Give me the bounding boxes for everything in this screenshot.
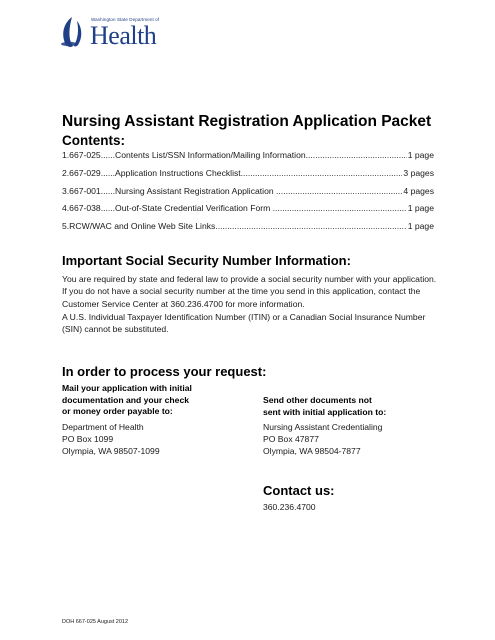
address-line: Department of Health — [62, 422, 144, 432]
item-code: 667-038 — [69, 203, 101, 214]
leader-dots — [306, 150, 407, 160]
label-line: Mail your application with initial — [62, 383, 192, 393]
ssn-heading: Important Social Security Number Information: — [62, 253, 351, 268]
item-number: 2. — [62, 167, 70, 178]
label-line: or money order payable to: — [62, 406, 173, 417]
other-docs-address — [263, 422, 382, 457]
item-number: 3. — [62, 185, 70, 196]
contents-heading: Contents: — [62, 133, 125, 148]
item-text: Out-of-State Credential Verification Form — [115, 203, 273, 214]
item-code: 667-001 — [69, 185, 101, 196]
address-line: Olympia, WA 98504-7877 — [263, 445, 361, 456]
item-number: 4. — [62, 203, 70, 214]
label-line: sent with initial application to: — [263, 406, 387, 417]
health-logo-mark-icon — [58, 15, 88, 49]
address-line: Nursing Assistant Credentialing — [263, 422, 383, 432]
address-line: PO Box 47877 — [263, 433, 319, 444]
item-text: Contents List/SSN Information/Mailing Information — [115, 150, 306, 160]
item-text: Nursing Assistant Registration Application — [115, 185, 277, 196]
contact-heading: Contact us: — [263, 483, 335, 498]
item-number: 5. — [62, 221, 70, 232]
item-code: 667-025 — [69, 150, 101, 160]
item-pages: 1 page — [407, 221, 434, 232]
item-code: 667-029 — [69, 167, 101, 178]
contact-phone: 360.236.4700 — [263, 502, 316, 512]
address-line: PO Box 1099 — [62, 433, 114, 444]
list-item — [62, 203, 434, 221]
address-line: Olympia, WA 98507-1099 — [62, 445, 160, 456]
ssn-paragraph-1: You are required by state and federal law to provide a social security number with your application. If you do not have a social security number at the time you send in this application, contact the Customer Service Center at 360.236.4700 for more information. — [62, 274, 437, 309]
logo-tagline: Washington State Department of — [91, 17, 160, 22]
ssn-paragraph-2: A U.S. Individual Taxpayer Identification Number (ITIN) or a Canadian Social Insurance Number (SIN) cannot be substituted. — [62, 312, 426, 335]
list-item — [62, 186, 434, 204]
contents-list — [62, 150, 434, 239]
list-item — [62, 150, 434, 168]
leader-dots: ...... — [100, 150, 116, 160]
form-footer-code: DOH 667-025 August 2012 — [62, 619, 129, 625]
item-text: Application Instructions Checklist — [115, 167, 241, 178]
item-pages: 1 page — [407, 150, 434, 160]
process-heading: In order to process your request: — [62, 364, 267, 379]
doh-logo — [58, 12, 178, 54]
other-docs-label — [263, 395, 386, 418]
leader-dots: ...... — [100, 167, 116, 178]
mailing-address — [62, 422, 160, 457]
mail-instructions-label — [62, 383, 192, 418]
label-line: Send other documents not — [263, 395, 372, 405]
list-item — [62, 221, 434, 239]
leader-dots: ...... — [100, 185, 116, 196]
item-text: RCW/WAC and Online Web Site Links — [69, 221, 216, 232]
leader-dots — [215, 221, 406, 231]
leader-dots — [241, 168, 403, 178]
leader-dots: ...... — [100, 203, 116, 214]
page-title: Nursing Assistant Registration Application Packet — [62, 113, 432, 130]
item-pages: 1 page — [407, 203, 434, 214]
leader-dots — [276, 186, 402, 196]
list-item — [62, 168, 434, 186]
item-pages: 3 pages — [403, 167, 434, 178]
leader-dots — [273, 203, 407, 213]
item-number: 1. — [62, 150, 70, 160]
item-pages: 4 pages — [403, 185, 434, 196]
logo-wordmark: Health — [90, 21, 157, 50]
label-line: documentation and your check — [62, 394, 190, 405]
